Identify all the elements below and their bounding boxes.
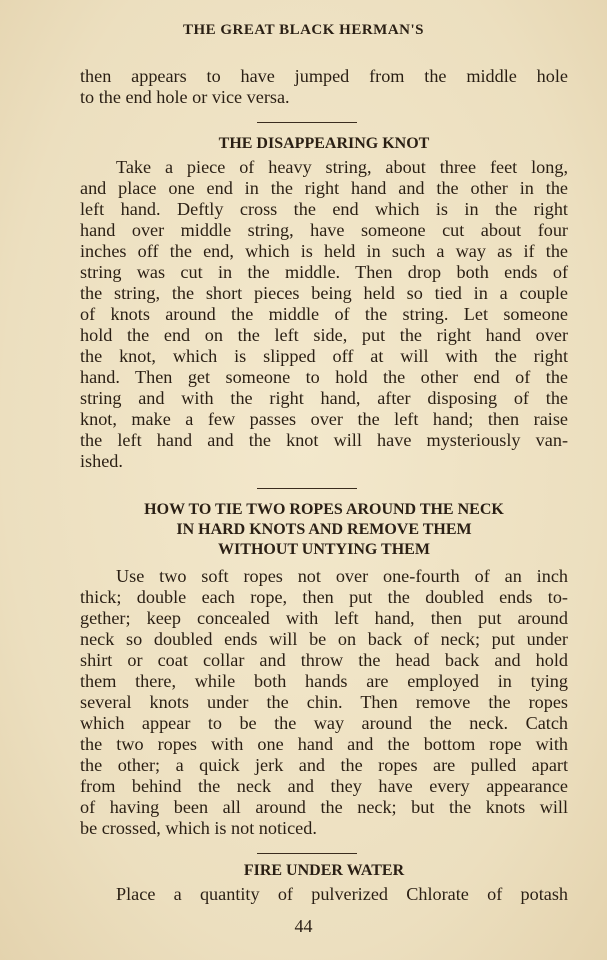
text-line: several knots under the chin. Then remove the ropes [80, 692, 568, 712]
text-line: string and with the right hand, after disposing of the [80, 388, 568, 408]
text-line: knot, make a few passes over the left hand; then raise [80, 409, 568, 429]
text-line: hand over middle string, have someone cut about four [80, 220, 568, 240]
heading-line: IN HARD KNOTS AND REMOVE THEM [176, 521, 472, 538]
page-number: 44 [294, 916, 313, 936]
text-line: inches off the end, which is held in such a way as if the [80, 241, 568, 261]
heading-line: HOW TO TIE TWO ROPES AROUND THE NECK [144, 501, 504, 518]
section-heading: THE DISAPPEARING KNOT [218, 135, 430, 152]
text-line: from behind the neck and they have every appearance [80, 776, 568, 796]
intro-paragraph [80, 66, 568, 108]
text-line: neck so doubled ends will be on back of neck; put under [80, 629, 568, 649]
text-line: string was cut in the middle. Then drop both ends of [80, 262, 568, 282]
text-line: hand. Then get someone to hold the other end of the [80, 367, 568, 387]
section-paragraph [80, 566, 568, 839]
text-line: left hand. Deftly cross the end which is in the right [80, 199, 568, 219]
text-line: be crossed, which is not noticed. [80, 818, 317, 838]
text-line: which appear to be the way around the neck. Catch [80, 713, 568, 733]
running-head: THE GREAT BLACK HERMAN'S [182, 22, 425, 38]
text-line: the other; a quick jerk and the ropes are pulled apart [80, 755, 568, 775]
section-paragraph [80, 157, 568, 472]
text-line: the knot, which is slipped off at will with the right [80, 346, 568, 366]
section-divider [257, 853, 357, 854]
section-divider [257, 122, 357, 123]
text-line: to the end hole or vice versa. [80, 87, 290, 107]
text-line: Take a piece of heavy string, about three feet long, [116, 157, 568, 177]
text-line: then appears to have jumped from the middle hole [80, 66, 568, 86]
text-line: Use two soft ropes not over one-fourth of an inch [116, 566, 568, 586]
heading-line: WITHOUT UNTYING THEM [218, 541, 430, 558]
section-heading [80, 500, 568, 560]
text-line: gether; keep concealed with left hand, then put around [80, 608, 568, 628]
text-line: hold the end on the left side, put the right hand over [80, 325, 568, 345]
text-line: of having been all around the neck; but the knots will [80, 797, 568, 817]
section-heading: FIRE UNDER WATER [243, 862, 405, 879]
text-line: them there, while both hands are employed in tying [80, 671, 568, 691]
section-divider [257, 488, 357, 489]
text-line: the string, the short pieces being held so tied in a couple [80, 283, 568, 303]
text-line: and place one end in the right hand and the other in the [80, 178, 568, 198]
text-line: thick; double each rope, then put the doubled ends to- [80, 587, 568, 607]
text-line: the two ropes with one hand and the bottom rope with [80, 734, 568, 754]
text-line: Place a quantity of pulverized Chlorate of potash [116, 884, 568, 904]
text-line: the left hand and the knot will have mysteriously van- [80, 430, 568, 450]
text-line: of knots around the middle of the string. Let someone [80, 304, 568, 324]
text-line: ished. [80, 451, 123, 471]
text-line: shirt or coat collar and throw the head back and hold [80, 650, 568, 670]
section-paragraph [80, 884, 568, 905]
